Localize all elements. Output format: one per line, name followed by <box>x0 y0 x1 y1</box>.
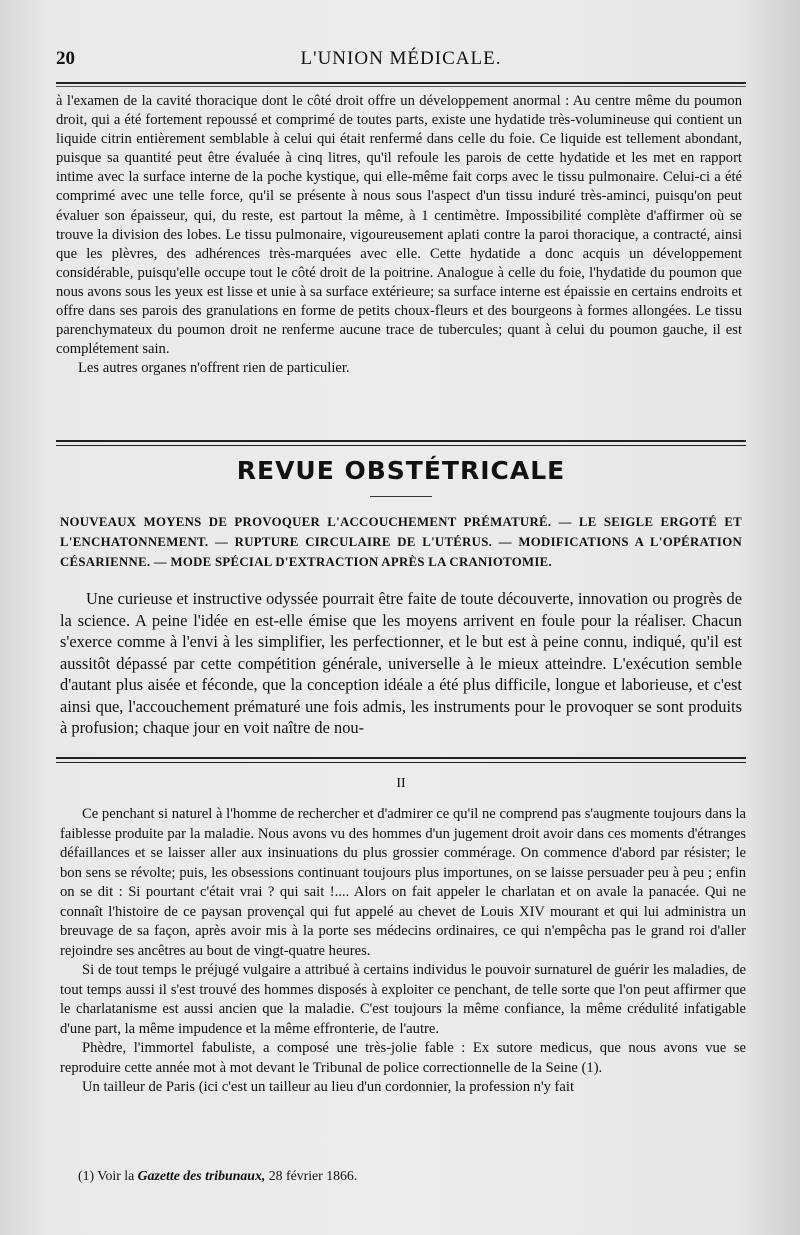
section-lead <box>60 588 742 739</box>
running-title: L'UNION MÉDICALE. <box>300 48 502 69</box>
intro-paragraph: Les autres organes n'offrent rien de particulier. <box>78 360 350 377</box>
feuilleton-numeral: II <box>396 776 406 791</box>
feuilleton-rule-thin <box>56 762 746 763</box>
lead-paragraph: Une curieuse et instructive odyssée pourrait être faite de toute découverte, innovation ou progrès de la science. A peine l'idée en est-elle émise que les moyens arrivent en foule pour la réaliser. Chacun s'exerce comme à l'envi à les simplifier, les perfectionner, et le but est à peine connu, indiqué, qu'il est aussitôt dépassé par cette compétition générale, universelle à le mieux atteindre. L'exécution semble d'autant plus aisée et féconde, que la conception idéale a été plus difficile, longue et laborieuse, et c'est ainsi que, l'accouchement prématuré une fois admis, les instruments pour le provoquer se sont produits à profusion; chaque jour en voit naître de nou- <box>60 589 742 737</box>
section-title: REVUE OBSTÉTRICALE <box>236 456 566 485</box>
section-rule-top-thin <box>56 445 746 446</box>
intro-text <box>56 92 742 378</box>
page-number: 20 <box>56 48 75 69</box>
footnote-source: Gazette des tribunaux, <box>137 1168 266 1183</box>
feuilleton-rule <box>56 757 746 759</box>
feuilleton-paragraph: Ce penchant si naturel à l'homme de rechercher et d'admirer ce qu'il ne comprend pas s'augmente toujours dans la faiblesse produite par la maladie. Nous avons vu des hommes d'un jugement droit avoir dans ces moments d'étranges défaillances et se laisser aller aux insinuations du plus grossier commérage. On commence d'abord par résister; le bon sens se révolte; puis, les obsessions continuant toujours plus importunes, on se laisse persuader peu à peu ; enfin on se dit : Si pourtant c'était vrai ? qui sait !.... Alors on fait appeler le charlatan et on avale la panacée. Qui ne connaît l'histoire de ce paysan provençal qui fut appelé au chevet de Louis XIV mourant et qui lui administra un breuvage de sa façon, après avoir mis à la porte ses médecins ordinaires, ce qui n'empêcha pas le grand roi d'aller rejoindre ses ancêtres au bout de vingt-quatre heures. <box>60 806 746 959</box>
footnote <box>78 1168 678 1184</box>
feuilleton-paragraph: Un tailleur de Paris (ici c'est un tailleur au lieu d'un cordonnier, la profession n'y fait <box>82 1079 574 1095</box>
page-header <box>56 44 746 78</box>
feuilleton-paragraph: Si de tout temps le préjugé vulgaire a attribué à certains individus le pouvoir surnaturel de guérir les maladies, de tout temps aussi il s'est trouvé des hommes disposés à exploiter ce penchant, de telle sorte que l'on peut affirmer que le charlatanisme est aussi ancien que la maladie. C'est toujours la même confiance, la même crédulité infatigable d'une part, la même impudence et la même effronterie, de l'autre. <box>60 962 746 1037</box>
title-ornament-rule <box>370 496 432 497</box>
footnote-prefix: (1) Voir la <box>78 1168 135 1183</box>
header-rule <box>56 82 746 84</box>
intro-paragraph: à l'examen de la cavité thoracique dont le côté droit offre un développement anormal : Au centre même du poumon droit, qui a été fortement repoussé et comprimé de toutes parts, existe une hydatide très-volumineuse qui contient un liquide citrin entièrement semblable à celui qui était renfermé dans celle du foie. Ce liquide est tellement abondant, puisque sa quantité peut être évaluée à cinq litres, qu'il refoule les parois de cette hydatide et les met en rapport intime avec la surface interne de la poche kystique, qui elle-même fait corps avec le tissu pulmonaire. Celui-ci a été comprimé avec une telle force, qu'il se présente à nous sous l'aspect d'un tissu induré très-aminci, puisqu'on peut évaluer son épaisseur, qui, du reste, est partout la même, à 1 centimètre. Impossibilité complète d'affirmer où se trouve la division des lobes. Le tissu pulmonaire, vigoureusement aplati contre la paroi thoracique, a contracté, ainsi que les plèvres, des adhérences très-marquées avec elle. Cette hydatide a donc acquis un développement considérable, puisqu'elle occupe tout le côté droit de la poitrine. Analogue à celle du foie, l'hydatide du poumon que nous avons sous les yeux est lisse et unie à sa surface extérieure; sa surface interne est épaissie en certains endroits et offre dans ses parois des granulations en forme de petits choux-fleurs et des bourgeons à formes allongées. Le tissu parenchymateux du poumon droit ne renferme aucune trace de tubercules; quant à celui du poumon gauche, il est complétement sain. <box>56 93 742 358</box>
feuilleton-text <box>60 805 746 1098</box>
section-subtitle: NOUVEAUX MOYENS DE PROVOQUER L'ACCOUCHEMENT PRÉMATURÉ. — LE SEIGLE ERGOTÉ ET L'ENCHATONNEMENT. — RUPTURE CIRCULAIRE DE L'UTÉRUS. — MODIFICATIONS A L'OPÉRATION CÉSARIENNE. — MODE SPÉCIAL D'EXTRACTION APRÈS LA CRANIOTOMIE. <box>60 515 742 569</box>
feuilleton-paragraph: Phèdre, l'immortel fabuliste, a composé une très-jolie fable : Ex sutore medicus, que nous avons vue se reproduire cette année mot à mot devant le Tribunal de police correctionnelle de la Seine (1). <box>60 1040 746 1076</box>
header-rule-thin <box>56 86 746 87</box>
section-rule-top <box>56 440 746 442</box>
footnote-date: 28 février 1866. <box>268 1168 358 1183</box>
